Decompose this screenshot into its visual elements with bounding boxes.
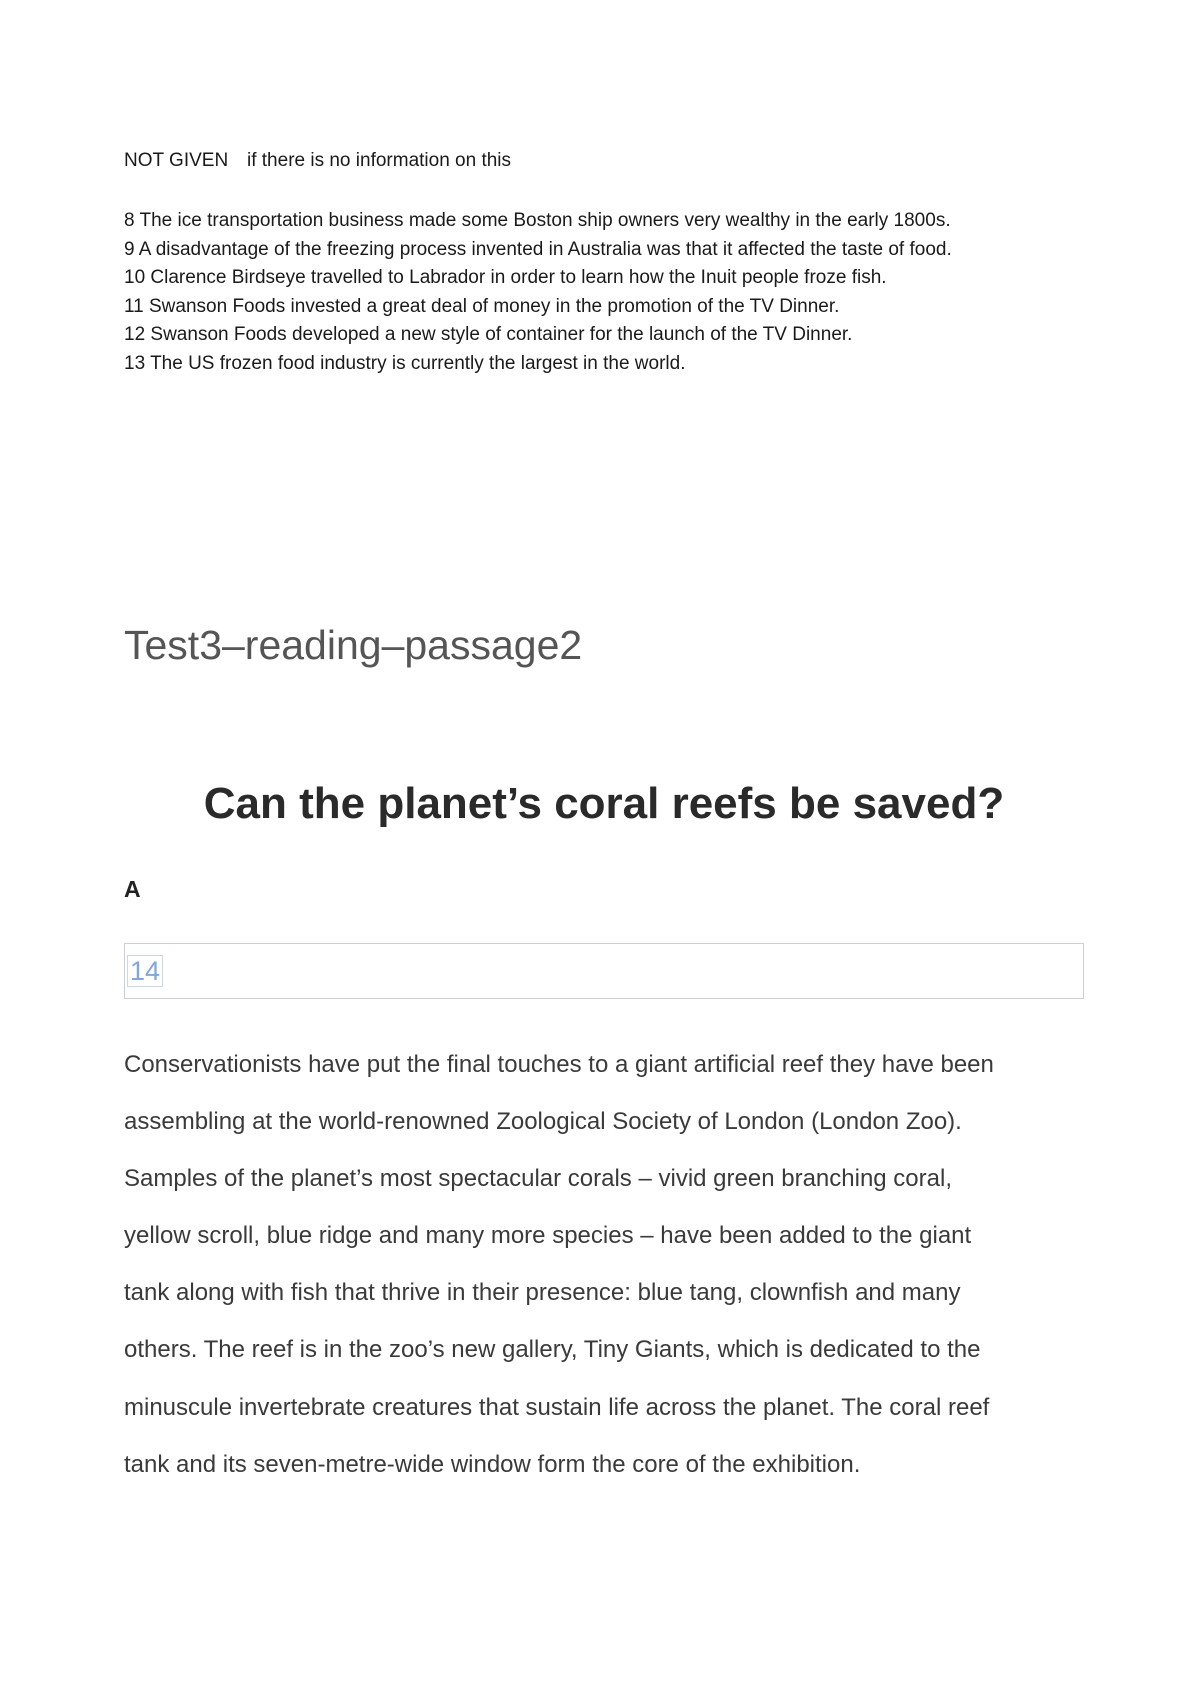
question-statement: 11 Swanson Foods invested a great deal of money in the promotion of the TV Dinner.: [124, 295, 840, 317]
passage-line: assembling at the world-renowned Zoological Society of London (London Zoo).: [124, 1108, 962, 1136]
passage-line: yellow scroll, blue ridge and many more species – have been added to the giant: [124, 1222, 972, 1250]
question-statement: 8 The ice transportation business made some Boston ship owners very wealthy in the early 1800s.: [124, 210, 951, 231]
section-title: Test3–reading–passage2: [124, 622, 583, 668]
question-statement: 13 The US frozen food industry is currently the largest in the world.: [124, 352, 686, 374]
question-statement: 9 A disadvantage of the freezing process invented in Australia was that it affected the taste of food.: [124, 238, 952, 260]
answer-input-box[interactable]: [124, 943, 1084, 999]
passage-line: Samples of the planet’s most spectacular corals – vivid green branching coral,: [124, 1165, 952, 1193]
passage-line: Conservationists have put the final touches to a giant artificial reef they have been: [124, 1051, 994, 1078]
passage-line: tank and its seven-metre-wide window form the core of the exhibition.: [124, 1450, 861, 1478]
paragraph-letter: A: [124, 876, 141, 902]
question-statement: 10 Clarence Birdseye travelled to Labrador in order to learn how the Inuit people froze fish.: [124, 267, 887, 289]
passage-line: minuscule invertebrate creatures that sustain life across the planet. The coral reef: [124, 1393, 990, 1421]
answer-key-legend: [124, 150, 511, 172]
question-number-label: 14: [127, 955, 163, 987]
legend-key: NOT GIVEN: [124, 150, 229, 171]
legend-description: if there is no information on this: [247, 150, 512, 171]
passage-paragraph: [124, 1036, 1084, 1493]
article-title: Can the planet’s coral reefs be saved?: [203, 779, 1005, 828]
question-statement-list: [124, 207, 1084, 379]
question-statement: 12 Swanson Foods developed a new style of container for the launch of the TV Dinner.: [124, 324, 853, 346]
passage-line: tank along with fish that thrive in their presence: blue tang, clownfish and many: [124, 1279, 961, 1307]
passage-line: others. The reef is in the zoo’s new gallery, Tiny Giants, which is dedicated to the: [124, 1336, 981, 1364]
